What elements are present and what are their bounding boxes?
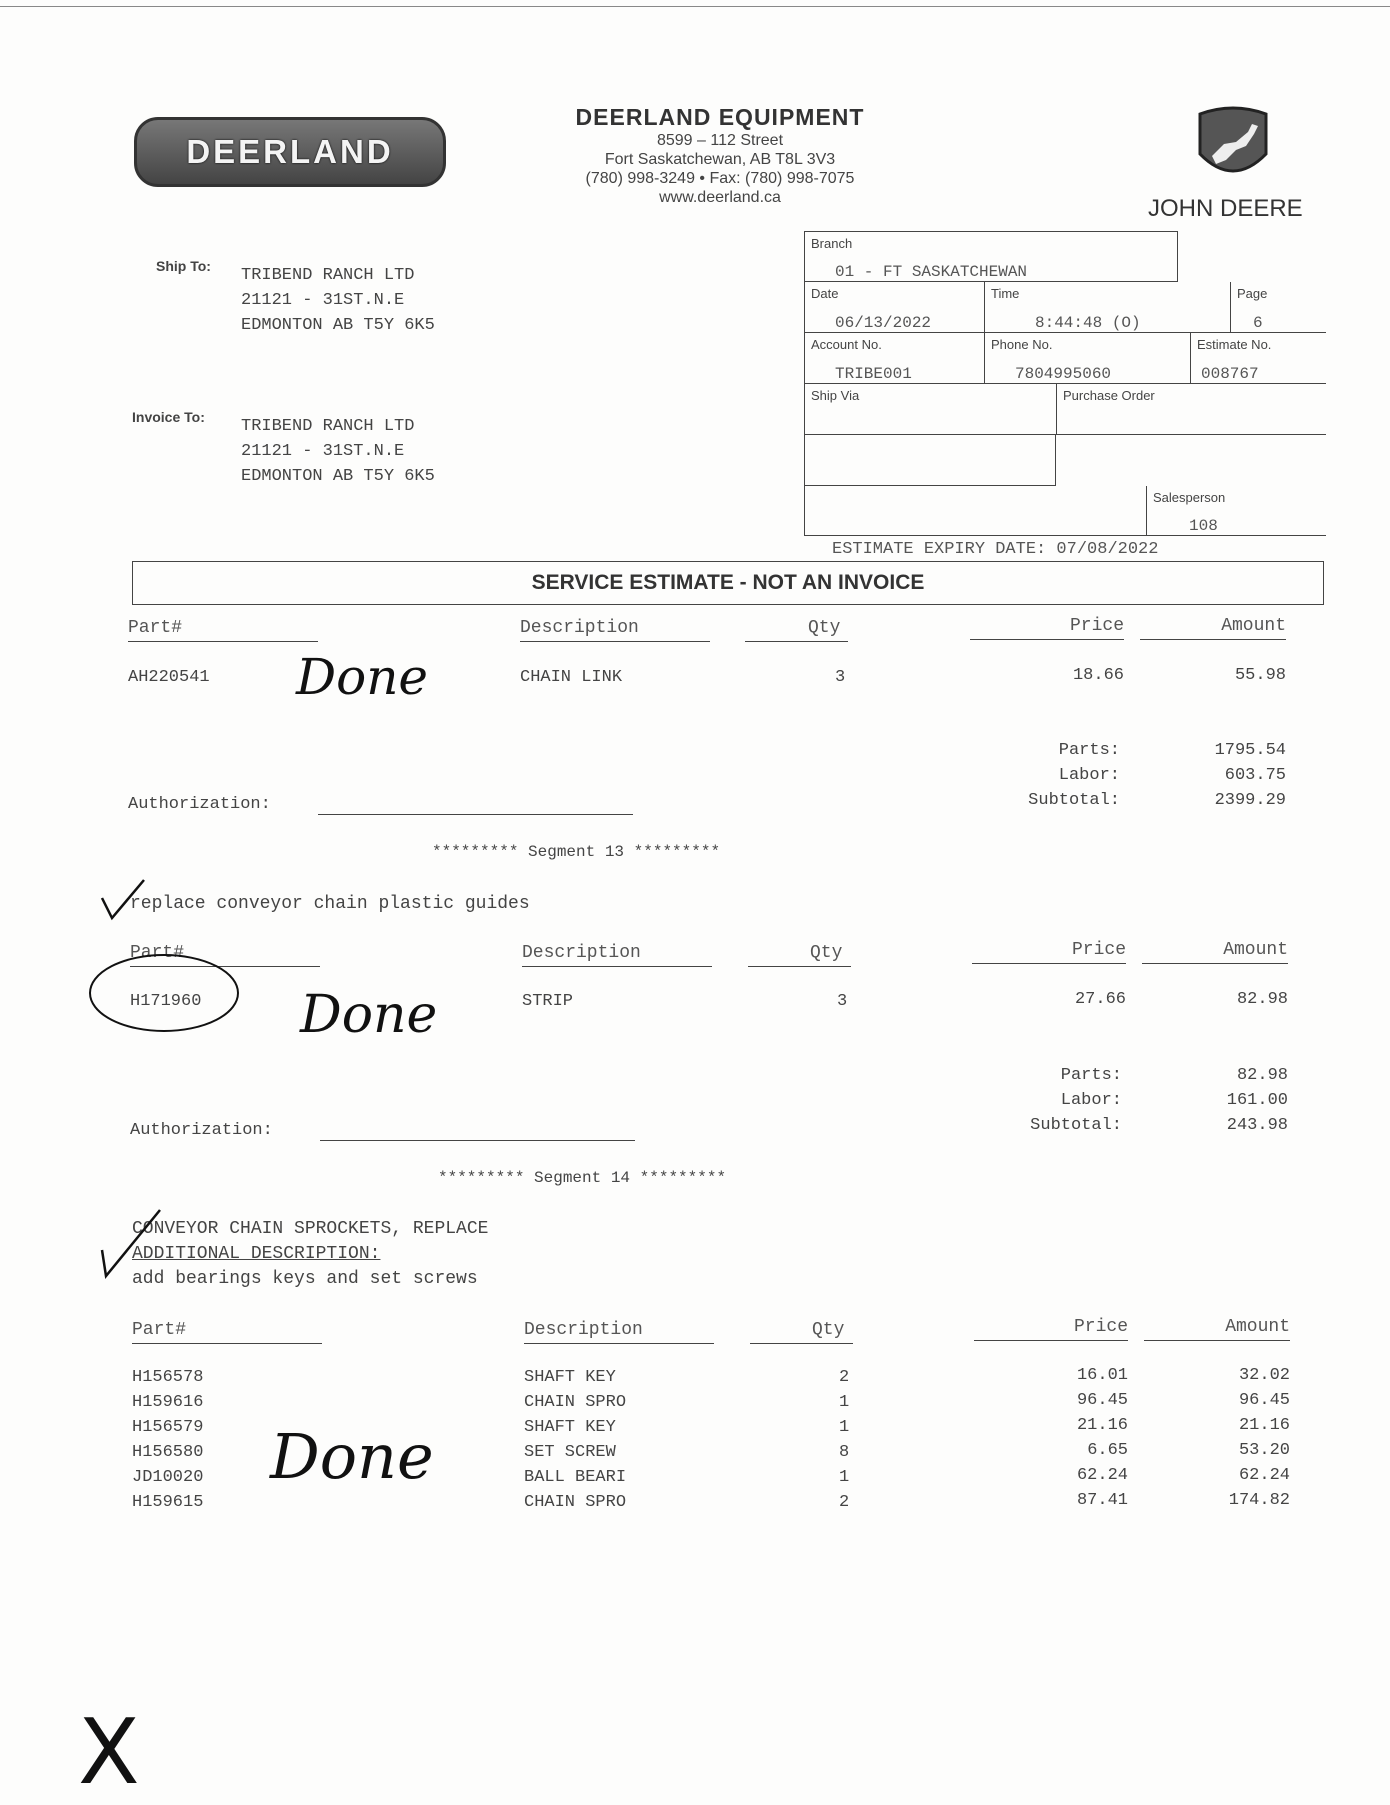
col-price-3: Price <box>1073 1317 1128 1337</box>
col-qty: Qty <box>808 618 841 638</box>
part-qty: 3 <box>835 668 846 687</box>
col-qty-underline <box>745 641 848 642</box>
authorization-signature-line <box>318 814 633 815</box>
table-row <box>0 1468 1390 1493</box>
segment-14-note-3: add bearings keys and set screws <box>132 1269 478 1289</box>
subtotal-value: 2399.29 <box>1214 791 1286 810</box>
table-row <box>0 1443 1390 1468</box>
subtotal-value: 243.98 <box>1226 1116 1288 1135</box>
col-desc-underline-2 <box>522 966 712 967</box>
segment-14-title: ********* Segment 14 ********* <box>438 1169 727 1187</box>
estimate-cell <box>1190 333 1326 384</box>
subtotal-label: Subtotal: <box>1028 791 1120 810</box>
labor-total: 161.00 <box>1226 1091 1288 1110</box>
part-number: H171960 <box>130 992 202 1011</box>
part-description: STRIP <box>522 992 574 1011</box>
part-price: 62.24 <box>1076 1466 1128 1485</box>
phone-value: 7804995060 <box>1015 365 1112 383</box>
salesperson-value: 108 <box>1189 517 1218 535</box>
estimate-expiry-date: ESTIMATE EXPIRY DATE: 07/08/2022 <box>832 540 1159 559</box>
col-price-underline-2 <box>972 963 1126 964</box>
part-number: H156579 <box>132 1418 204 1437</box>
authorization-label: Authorization: <box>130 1121 273 1140</box>
col-price-2: Price <box>1071 940 1126 960</box>
segment-13-title: ********* Segment 13 ********* <box>432 843 721 861</box>
checkmark-icon <box>98 876 148 922</box>
handwritten-done-2: Done <box>300 985 438 1045</box>
company-website: www.deerland.ca <box>659 189 781 206</box>
phone-label: Phone No. <box>991 337 1053 352</box>
page-value: 6 <box>1253 314 1263 332</box>
col-part-2: Part# <box>130 943 185 963</box>
part-qty: 3 <box>837 992 848 1011</box>
john-deere-text: JOHN DEERE <box>1148 195 1303 222</box>
ship-to-label: Ship To: <box>156 258 211 274</box>
part-description: CHAIN LINK <box>520 668 623 687</box>
ship-to-line1: TRIBEND RANCH LTD <box>241 266 415 285</box>
ship-to-line3: EDMONTON AB T5Y 6K5 <box>241 316 435 335</box>
part-qty: 1 <box>839 1393 850 1412</box>
col-part-underline <box>128 641 318 642</box>
handwritten-x-mark: X <box>78 1700 140 1805</box>
ship-to-address <box>241 263 435 338</box>
col-amount-underline-2 <box>1142 963 1288 964</box>
invoice-to-label: Invoice To: <box>132 409 205 425</box>
parts-label: Parts: <box>1058 741 1120 760</box>
part-description: BALL BEARI <box>524 1468 627 1487</box>
col-part-3: Part# <box>132 1320 187 1340</box>
col-description-3: Description <box>524 1320 643 1340</box>
col-amount-underline-3 <box>1144 1340 1290 1341</box>
part-amount: 21.16 <box>1238 1416 1290 1435</box>
col-amount-underline <box>1140 639 1286 640</box>
blank-cell <box>804 435 1056 486</box>
estimate-value: 008767 <box>1201 365 1259 383</box>
part-qty: 2 <box>839 1368 850 1387</box>
company-city: Fort Saskatchewan, AB T8L 3V3 <box>604 151 836 168</box>
part-number: JD10020 <box>132 1468 204 1487</box>
part-price: 18.66 <box>1072 666 1124 685</box>
date-cell <box>804 282 984 333</box>
phone-cell <box>984 333 1190 384</box>
col-part: Part# <box>128 618 183 638</box>
john-deere-deer-icon <box>1192 104 1274 186</box>
part-number: H159616 <box>132 1393 204 1412</box>
ship-via-cell <box>804 384 1056 435</box>
col-price-underline-3 <box>974 1340 1128 1341</box>
branch-cell <box>804 231 1178 282</box>
company-phone: (780) 998-3249 • Fax: (780) 998-7075 <box>585 170 855 187</box>
time-label: Time <box>991 286 1020 301</box>
branch-value: 01 - FT SASKATCHEWAN <box>835 263 1028 281</box>
account-cell <box>804 333 984 384</box>
handwritten-done-1: Done <box>296 648 428 706</box>
date-value: 06/13/2022 <box>835 314 932 332</box>
account-value: TRIBE001 <box>835 365 912 383</box>
part-qty: 8 <box>839 1443 850 1462</box>
authorization-signature-line <box>320 1140 635 1141</box>
purchase-order-cell <box>1056 384 1326 435</box>
purchase-order-label: Purchase Order <box>1063 388 1155 403</box>
part-amount: 32.02 <box>1238 1366 1290 1385</box>
company-street: 8599 – 112 Street <box>656 132 784 149</box>
part-qty: 1 <box>839 1418 850 1437</box>
part-price: 87.41 <box>1076 1491 1128 1510</box>
parts-total: 82.98 <box>1236 1066 1288 1085</box>
subtotal-label: Subtotal: <box>1030 1116 1122 1135</box>
col-qty-2: Qty <box>810 943 843 963</box>
segment-14-note-1: CONVEYOR CHAIN SPROCKETS, REPLACE <box>132 1219 489 1239</box>
ship-via-label: Ship Via <box>811 388 860 403</box>
time-cell <box>984 282 1230 333</box>
segment-14-note-2: ADDITIONAL DESCRIPTION: <box>132 1244 381 1264</box>
part-description: CHAIN SPRO <box>524 1393 627 1412</box>
labor-label: Labor: <box>1060 1091 1122 1110</box>
salesperson-cell <box>1147 486 1326 536</box>
page-label: Page <box>1237 286 1268 301</box>
col-price-underline <box>970 639 1124 640</box>
part-number: AH220541 <box>128 668 210 687</box>
col-description: Description <box>520 618 639 638</box>
time-value: 8:44:48 (O) <box>1035 314 1141 332</box>
col-description-2: Description <box>522 943 641 963</box>
branch-label: Branch <box>811 236 853 251</box>
part-description: CHAIN SPRO <box>524 1493 627 1512</box>
col-price: Price <box>1069 616 1124 636</box>
account-label: Account No. <box>811 337 882 352</box>
col-part-underline-3 <box>132 1343 322 1344</box>
blank-cell-2 <box>804 486 1147 536</box>
estimate-label: Estimate No. <box>1197 337 1272 352</box>
table-row <box>0 1493 1390 1518</box>
date-label: Date <box>811 286 839 301</box>
part-price: 27.66 <box>1074 990 1126 1009</box>
col-amount-3: Amount <box>1225 1317 1290 1337</box>
table-row <box>0 1368 1390 1393</box>
part-amount: 174.82 <box>1228 1491 1290 1510</box>
col-qty-underline-2 <box>748 966 851 967</box>
labor-label: Labor: <box>1058 766 1120 785</box>
page-cell <box>1230 282 1326 333</box>
company-name: DEERLAND EQUIPMENT <box>575 104 865 130</box>
col-qty-3: Qty <box>812 1320 845 1340</box>
company-header <box>560 104 880 207</box>
handwritten-done-3: Done <box>270 1420 434 1493</box>
part-amount: 82.98 <box>1236 990 1288 1009</box>
ship-to-line2: 21121 - 31ST.N.E <box>241 291 405 310</box>
part-price: 16.01 <box>1076 1366 1128 1385</box>
invoice-to-line3: EDMONTON AB T5Y 6K5 <box>241 467 435 486</box>
checkmark-icon <box>96 1206 166 1286</box>
col-desc-underline-3 <box>524 1343 714 1344</box>
invoice-to-line1: TRIBEND RANCH LTD <box>241 417 415 436</box>
part-price: 21.16 <box>1076 1416 1128 1435</box>
segment-13-note: replace conveyor chain plastic guides <box>130 894 530 914</box>
part-description: SHAFT KEY <box>524 1368 616 1387</box>
part-amount: 55.98 <box>1234 666 1286 685</box>
part-description: SHAFT KEY <box>524 1418 616 1437</box>
col-qty-underline-3 <box>750 1343 853 1344</box>
invoice-to-address <box>241 414 435 489</box>
table-row <box>0 1393 1390 1418</box>
part-price: 96.45 <box>1076 1391 1128 1410</box>
part-number: H159615 <box>132 1493 204 1512</box>
parts-total: 1795.54 <box>1214 741 1286 760</box>
part-amount: 53.20 <box>1238 1441 1290 1460</box>
col-desc-underline <box>520 641 710 642</box>
table-row <box>0 1418 1390 1443</box>
part-amount: 96.45 <box>1238 1391 1290 1410</box>
authorization-label: Authorization: <box>128 795 271 814</box>
part-number: H156578 <box>132 1368 204 1387</box>
circled-part-mark <box>84 948 244 1038</box>
part-qty: 1 <box>839 1468 850 1487</box>
salesperson-label: Salesperson <box>1153 490 1226 505</box>
logo-text: DEERLAND <box>186 133 394 170</box>
deerland-logo <box>134 117 446 187</box>
labor-total: 603.75 <box>1224 766 1286 785</box>
parts-label: Parts: <box>1060 1066 1122 1085</box>
part-qty: 2 <box>839 1493 850 1512</box>
part-amount: 62.24 <box>1238 1466 1290 1485</box>
part-price: 6.65 <box>1087 1441 1128 1460</box>
part-description: SET SCREW <box>524 1443 616 1462</box>
segment-14-parts-table <box>0 1368 1390 1518</box>
part-number: H156580 <box>132 1443 204 1462</box>
col-amount: Amount <box>1221 616 1286 636</box>
top-scan-line <box>0 6 1390 7</box>
invoice-to-line2: 21121 - 31ST.N.E <box>241 442 405 461</box>
info-box <box>804 231 1326 536</box>
document-banner: SERVICE ESTIMATE - NOT AN INVOICE <box>132 561 1324 605</box>
col-amount-2: Amount <box>1223 940 1288 960</box>
